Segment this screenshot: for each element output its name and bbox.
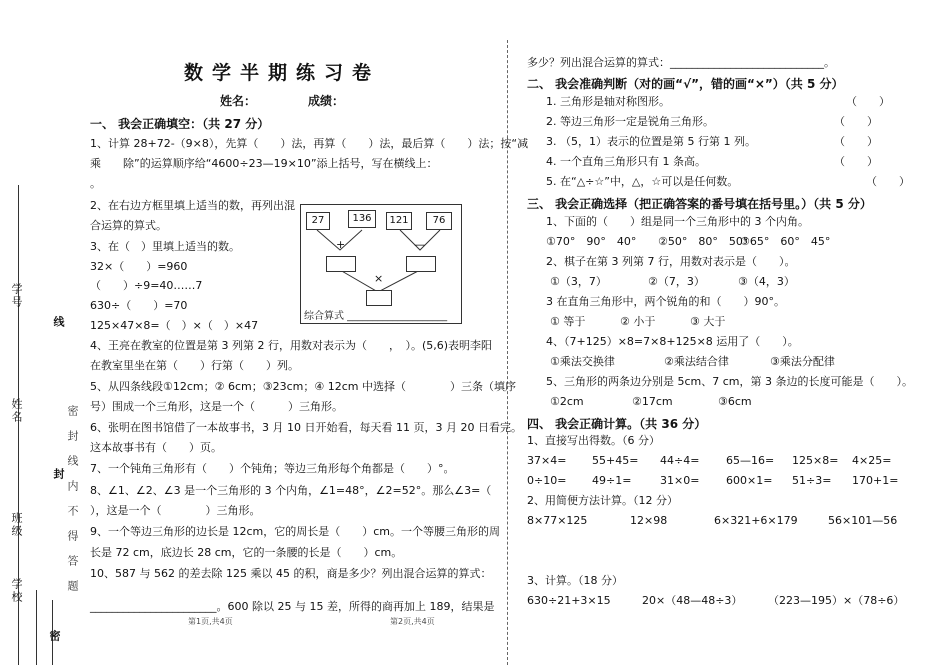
q6-line1: 6、张明在图书馆借了一本故事书，3 月 10 日开始看，每天看 11 页，3 月 20 日看完。 [90, 421, 522, 434]
diagram-times-sign: × [374, 272, 384, 285]
oral-calc-r1-3: 44÷4= [660, 454, 700, 467]
choice-4-question: 4、（7+125）×8=7×8+125×8 运用了（ ）。 [546, 335, 799, 348]
choice-3-option-b: ② 小于 [620, 315, 656, 328]
choice-5-question: 5、三角形的两条边分别是 5cm、7 cm，第 3 条边的长度可能是（ ）。 [546, 375, 914, 388]
choice-2-option-c: ③（4，3） [738, 275, 795, 288]
q5-line1: 5、从四条线段①12cm；② 6cm；③23cm；④ 12cm 中选择（ ）三条（填序 [90, 380, 516, 393]
oral-calc-r1-1: 37×4= [527, 454, 567, 467]
q8-line2: ），这是一个（ ）三角形。 [90, 504, 261, 517]
compute-item-3: （223—195）×（78÷6） [768, 594, 905, 607]
q4-line2: 在教室里坐在第（ ）行第（ ）列。 [90, 359, 299, 372]
q4-line1: 4、王亮在教室的位置是第 3 列第 2 行，用数对表示为（ ， ）。(5,6)表明李阳 [90, 339, 493, 352]
diagram-formula-line[interactable]: 综合算式 ____________________ [304, 311, 448, 322]
calc-part-1-title: 1、直接写出得数。（6 分） [527, 434, 660, 447]
choice-4-option-b: ②乘法结合律 [664, 355, 729, 368]
choice-5-option-c: ③6cm [718, 395, 752, 408]
choice-3-question: 3 在直角三角形中，两个锐角的和（ ）90°。 [546, 295, 785, 308]
q2-line2: 合运算的算式。 [90, 219, 167, 232]
diagram-minus-sign: — [414, 238, 425, 251]
q9-line2: 长是 72 cm，底边长 28 cm，它的一条腰的长是（ ）cm。 [90, 546, 403, 559]
oral-calc-r1-4: 65—16= [726, 454, 775, 467]
oral-calc-r2-4: 600×1= [726, 474, 773, 487]
side-feng-label: 封 [52, 468, 65, 481]
simplify-item-2: 12×98 [630, 514, 668, 527]
oral-calc-r1-2: 55+45= [592, 454, 639, 467]
oral-calc-r2-6: 170+1= [852, 474, 899, 487]
oral-calc-r1-5: 125×8= [792, 454, 839, 467]
simplify-item-3: 6×321+6×179 [714, 514, 798, 527]
q6-line2: 这本故事书有（ ）页。 [90, 441, 222, 454]
judge-paren-4[interactable]: （ ） [834, 155, 878, 168]
q5-line2: 号）围成一个三角形，这是一个（ ）三角形。 [90, 400, 343, 413]
diagram-number-1: 27 [306, 212, 330, 230]
diagram-number-2: 136 [348, 210, 376, 228]
choice-1-option-a: ①70° 90° 40° [546, 235, 637, 248]
simplify-item-4: 56×101—56 [828, 514, 898, 527]
oral-calc-r2-1: 0÷10= [527, 474, 567, 487]
diagram-number-3: 121 [386, 212, 412, 230]
section-1-title: 一、 我会正确填空：（共 27 分） [90, 117, 270, 131]
choice-4-option-c: ③乘法分配律 [770, 355, 835, 368]
judge-item-2: 2. 等边三角形一定是锐角三角形。 [546, 115, 714, 128]
q3-item-d: 125×47×8=（ ）×（ ）×47 [90, 319, 259, 332]
section-2-title: 二、 我会准确判断（对的画“√”，错的画“×”）（共 5 分） [527, 77, 844, 91]
q10-line: 10、587 与 562 的差去除 125 乘以 45 的积，商是多少？列出混合运算的算式： [90, 567, 492, 580]
compute-item-1: 630÷21+3×15 [527, 594, 611, 607]
q8-line1: 8、∠1、∠2、∠3 是一个三角形的 3 个内角，∠1=48°，∠2=52°。那么∠3=（ [90, 484, 492, 497]
judge-item-4: 4. 一个直角三角形只有 1 条高。 [546, 155, 706, 168]
choice-1-question: 1、下面的（ ）组是同一个三角形中的 3 个内角。 [546, 215, 809, 228]
q9-line1: 9、一个等边三角形的边长是 12cm，它的周长是（ ）cm。一个等腰三角形的周 [90, 525, 501, 538]
page-title: 数学半期练习卷 [184, 62, 381, 84]
choice-3-option-c: ③ 大于 [690, 315, 726, 328]
diagram-answer-box-right[interactable] [406, 256, 436, 272]
judge-paren-3[interactable]: （ ） [834, 135, 878, 148]
oral-calc-r2-2: 49÷1= [592, 474, 632, 487]
side-no-answer-note: 密封线内不得答题 [66, 405, 79, 605]
side-school-label: 学校 [10, 578, 23, 604]
judge-item-1: 1. 三角形是轴对称图形。 [546, 95, 670, 108]
q11-line: _______________________。600 除以 25 与 15 差，所得的商再加上 189，结果是 [90, 600, 495, 613]
right-page-footer: 第2页,共4页 [390, 617, 435, 626]
q2-line1: 2、在右边方框里填上适当的数，再列出混 [90, 199, 295, 212]
page-divider [507, 40, 508, 665]
q3-item-c: 630÷（ ）=70 [90, 299, 188, 312]
q7-line: 7、一个钝角三角形有（ ）个钝角；等边三角形每个角都是（ ）°。 [90, 462, 455, 475]
judge-paren-2[interactable]: （ ） [834, 115, 878, 128]
judge-item-5: 5. 在“△÷☆”中，△，☆可以是任何数。 [546, 175, 739, 188]
choice-2-question: 2、棋子在第 3 列第 7 行，用数对表示是（ ）。 [546, 255, 796, 268]
choice-3-option-a: ① 等于 [550, 315, 586, 328]
calc-part-2-title: 2、用简便方法计算。（12 分） [527, 494, 678, 507]
q1-line3: 。 [90, 177, 101, 190]
student-name-label: 姓名： [220, 94, 257, 108]
choice-4-option-a: ①乘法交换律 [550, 355, 615, 368]
q1-line2: 乘 除”的运算顺序给“4600÷23—19×10”添上括号，写在横线上： [90, 157, 438, 170]
choice-5-option-a: ①2cm [550, 395, 584, 408]
q3-title: 3、在（ ）里填上适当的数。 [90, 240, 240, 253]
calc-part-3-title: 3、计算。（18 分） [527, 574, 623, 587]
section-4-title: 四、 我会正确计算。（共 36 分） [527, 417, 707, 431]
choice-1-option-b: ②50° 80° 50° [658, 235, 749, 248]
q1-line1: 1、计算 28+72-（9×8），先算（ ）法，再算（ ）法，最后算（ ）法；按“减 [90, 137, 529, 150]
choice-2-option-a: ①（3，7） [550, 275, 607, 288]
choice-5-option-b: ②17cm [632, 395, 673, 408]
judge-paren-5[interactable]: （ ） [866, 175, 910, 188]
score-label: 成绩： [308, 94, 345, 108]
section-3-title: 三、 我会正确选择（把正确答案的番号填在括号里。）（共 5 分） [527, 197, 872, 211]
side-mi-label: 密 [48, 630, 61, 643]
q3-item-b: （ ）÷9=40……7 [90, 279, 203, 292]
side-xian-label: 线 [52, 316, 65, 329]
left-page-footer: 第1页,共4页 [188, 617, 233, 626]
side-number-label: 学号 [10, 283, 23, 309]
diagram-plus-sign: + [336, 238, 346, 251]
binding-line-inner [36, 590, 37, 665]
oral-calc-r1-6: 4×25= [852, 454, 892, 467]
side-class-label: 班级 [10, 512, 23, 538]
judge-paren-1[interactable]: （ ） [846, 95, 890, 108]
oral-calc-r2-5: 51÷3= [792, 474, 832, 487]
judge-item-3: 3. （5，1）表示的位置是第 5 行第 1 列。 [546, 135, 756, 148]
q3-item-a: 32×（ ）=960 [90, 260, 188, 273]
diagram-answer-box-left[interactable] [326, 256, 356, 272]
q11-continuation: 多少？列出混合运算的算式：____________________________。 [527, 56, 835, 69]
oral-calc-r2-3: 31×0= [660, 474, 700, 487]
choice-1-option-c: ③65° 60° 45° [740, 235, 831, 248]
simplify-item-1: 8×77×125 [527, 514, 588, 527]
compute-item-2: 20×（48—48÷3） [642, 594, 743, 607]
diagram-number-4: 76 [426, 212, 452, 230]
diagram-answer-box-bottom[interactable] [366, 290, 392, 306]
side-name-label: 姓名 [10, 398, 23, 424]
choice-2-option-b: ②（7，3） [648, 275, 705, 288]
